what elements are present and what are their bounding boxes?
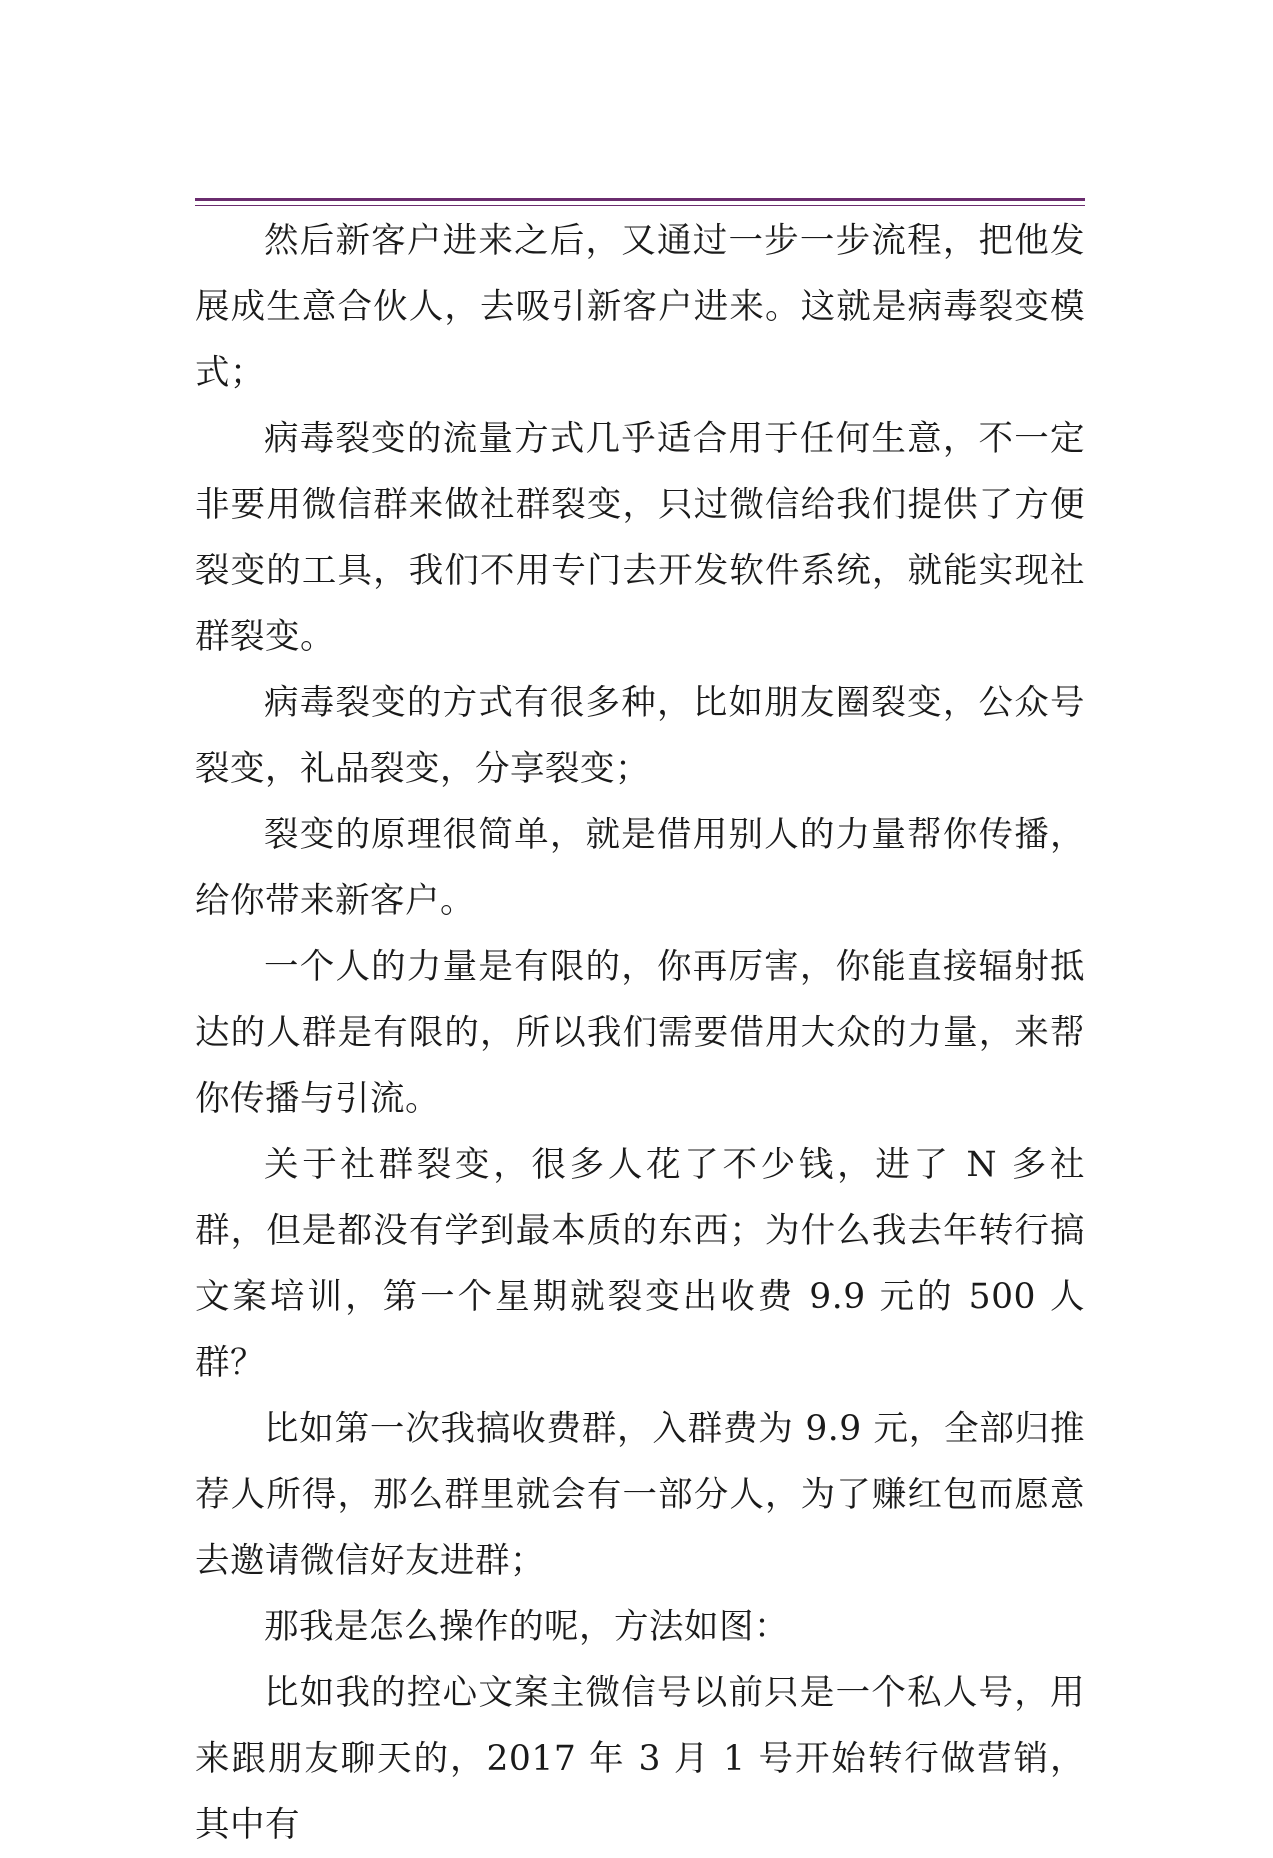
- paragraph-8: 那我是怎么操作的呢，方法如图：: [264, 1607, 789, 1647]
- paragraph-7: 比如第一次我搞收费群，入群费为 9.9 元，全部归推荐人所得，那么群里就会有一部分人，为了赚红包而愿意去邀请微信好友进群；: [195, 1409, 1085, 1581]
- paragraph-1: 然后新客户进来之后，又通过一步一步流程，把他发展成生意合伙人，去吸引新客户进来。这就是病毒裂变模式；: [195, 221, 1085, 393]
- paragraph-6: 关于社群裂变，很多人花了不少钱，进了 N 多社群，但是都没有学到最本质的东西；为什么我去年转行搞文案培训，第一个星期就裂变出收费 9.9 元的 500 人群？: [195, 1145, 1085, 1383]
- paragraph-9: 比如我的控心文案主微信号以前只是一个私人号，用来跟朋友聊天的，2017 年 3 月 1 号开始转行做营销，其中有: [195, 1673, 1085, 1845]
- paragraph-4: 裂变的原理很简单，就是借用别人的力量帮你传播，给你带来新客户。: [195, 815, 1085, 921]
- paragraph-2: 病毒裂变的流量方式几乎适合用于任何生意，不一定非要用微信群来做社群裂变，只过微信给我们提供了方便裂变的工具，我们不用专门去开发软件系统，就能实现社群裂变。: [195, 419, 1085, 657]
- paragraph-3: 病毒裂变的方式有很多种，比如朋友圈裂变，公众号裂变，礼品裂变，分享裂变；: [195, 683, 1085, 789]
- document-body: [195, 208, 1085, 1858]
- paragraph-5: 一个人的力量是有限的，你再厉害，你能直接辐射抵达的人群是有限的，所以我们需要借用大众的力量，来帮你传播与引流。: [195, 947, 1085, 1119]
- header-rule: [195, 198, 1085, 206]
